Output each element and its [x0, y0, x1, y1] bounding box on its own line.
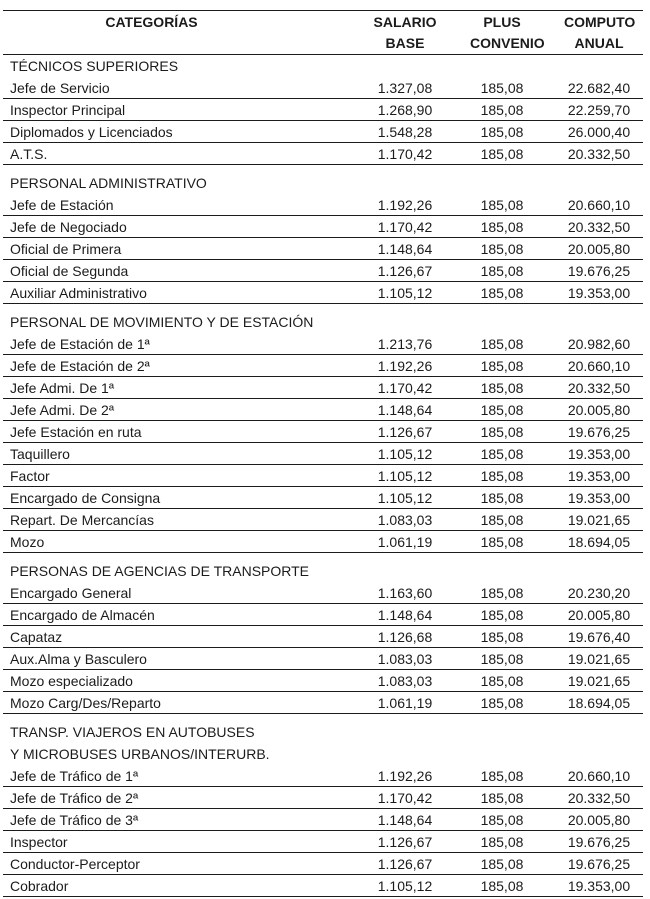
- salario-base-cell: 1.170,42: [377, 146, 433, 162]
- section-title-line: PERSONAL DE MOVIMIENTO Y DE ESTACIÓN: [10, 314, 314, 330]
- plus-convenio-cell: 185,08: [480, 490, 524, 506]
- salario-base-cell: 1.148,64: [377, 607, 433, 623]
- salario-base-cell: 1.170,42: [377, 380, 433, 396]
- section-title-line: PERSONAS DE AGENCIAS DE TRANSPORTE: [10, 563, 310, 579]
- salario-base-cell: 1.170,42: [377, 219, 433, 235]
- plus-convenio-cell: 185,08: [480, 585, 524, 601]
- category-cell: Encargado de Almacén: [10, 607, 155, 623]
- plus-convenio-cell: 185,08: [480, 834, 524, 850]
- section-rows: [3, 194, 643, 304]
- table-row: [3, 399, 643, 421]
- category-cell: Oficial de Segunda: [10, 263, 129, 279]
- table-section: [3, 172, 643, 304]
- plus-convenio-cell: 185,08: [480, 197, 524, 213]
- salario-base-cell: 1.061,19: [377, 695, 433, 711]
- table-row: [3, 531, 643, 553]
- computo-anual-cell: 26.000,40: [567, 124, 631, 140]
- category-cell: Mozo: [10, 534, 45, 550]
- category-cell: Jefe Admi. De 1ª: [10, 380, 115, 396]
- category-cell: A.T.S.: [10, 146, 48, 162]
- table-header: [3, 10, 643, 55]
- table-body: [3, 55, 643, 897]
- section-rows: [3, 333, 643, 553]
- salario-base-cell: 1.148,64: [377, 812, 433, 828]
- plus-convenio-cell: 185,08: [480, 336, 524, 352]
- table-header-line-1: [3, 12, 643, 33]
- category-cell: Jefe de Estación: [10, 197, 114, 213]
- computo-anual-cell: 20.332,50: [567, 790, 631, 806]
- table-row: [3, 648, 643, 670]
- table-header-line-2: [3, 33, 643, 54]
- category-cell: Capataz: [10, 629, 63, 645]
- salario-base-cell: 1.105,12: [377, 285, 433, 301]
- table-row: [3, 831, 643, 853]
- table-row: [3, 355, 643, 377]
- category-cell: Encargado General: [10, 585, 132, 601]
- salario-base-cell: 1.126,67: [377, 263, 433, 279]
- table-row: [3, 260, 643, 282]
- plus-convenio-cell: 185,08: [480, 790, 524, 806]
- salario-base-cell: 1.105,12: [377, 878, 433, 894]
- computo-anual-cell: 22.682,40: [567, 80, 631, 96]
- salario-base-cell: 1.192,26: [377, 358, 433, 374]
- category-cell: Jefe Estación en ruta: [10, 424, 142, 440]
- table-row: [3, 443, 643, 465]
- salario-base-cell: 1.148,64: [377, 402, 433, 418]
- section-title-line: TÉCNICOS SUPERIORES: [10, 58, 179, 74]
- category-cell: Jefe de Negociado: [10, 219, 127, 235]
- computo-anual-cell: 19.353,00: [567, 878, 631, 894]
- computo-anual-cell: 20.982,60: [567, 336, 631, 352]
- table-row: [3, 787, 643, 809]
- category-cell: Jefe de Estación de 2ª: [10, 358, 150, 374]
- category-cell: Oficial de Primera: [10, 241, 122, 257]
- computo-anual-cell: 19.353,00: [567, 468, 631, 484]
- category-cell: Aux.Alma y Basculero: [10, 651, 147, 667]
- computo-anual-cell: 19.353,00: [567, 446, 631, 462]
- salario-base-cell: 1.083,03: [377, 512, 433, 528]
- table-row: [3, 509, 643, 531]
- category-cell: Factor: [10, 468, 50, 484]
- table-row: [3, 377, 643, 399]
- table-row: [3, 282, 643, 304]
- plus-convenio-cell: 185,08: [480, 607, 524, 623]
- category-cell: Jefe de Servicio: [10, 80, 110, 96]
- section-title-line: Y MICROBUSES URBANOS/INTERURB.: [10, 746, 270, 762]
- table-row: [3, 333, 643, 355]
- salario-base-cell: 1.083,03: [377, 651, 433, 667]
- salario-base-cell: 1.192,26: [377, 197, 433, 213]
- plus-convenio-cell: 185,08: [480, 358, 524, 374]
- computo-anual-cell: 19.021,65: [567, 512, 631, 528]
- table-section: [3, 721, 643, 897]
- computo-anual-cell: 20.332,50: [567, 146, 631, 162]
- table-row: [3, 121, 643, 143]
- column-header-plus-line1: PLUS: [483, 13, 521, 30]
- column-header-computo-line2: ANUAL: [574, 34, 624, 51]
- table-row: [3, 670, 643, 692]
- table-row: [3, 465, 643, 487]
- section-rows: [3, 77, 643, 165]
- computo-anual-cell: 19.676,25: [567, 263, 631, 279]
- section-title: [3, 172, 643, 194]
- plus-convenio-cell: 185,08: [480, 695, 524, 711]
- category-cell: Jefe de Tráfico de 2ª: [10, 790, 139, 806]
- category-cell: Cobrador: [10, 878, 69, 894]
- table-row: [3, 875, 643, 897]
- section-title: [3, 55, 643, 77]
- table-row: [3, 487, 643, 509]
- salario-base-cell: 1.105,12: [377, 490, 433, 506]
- category-cell: Mozo Carg/Des/Reparto: [10, 695, 161, 711]
- section-title: [3, 721, 643, 765]
- plus-convenio-cell: 185,08: [480, 629, 524, 645]
- computo-anual-cell: 18.694,05: [567, 695, 631, 711]
- computo-anual-cell: 20.005,80: [567, 607, 631, 623]
- computo-anual-cell: 19.676,40: [567, 629, 631, 645]
- salario-base-cell: 1.083,03: [377, 673, 433, 689]
- plus-convenio-cell: 185,08: [480, 651, 524, 667]
- category-cell: Auxiliar Administrativo: [10, 285, 147, 301]
- computo-anual-cell: 19.021,65: [567, 651, 631, 667]
- table-row: [3, 99, 643, 121]
- plus-convenio-cell: 185,08: [480, 146, 524, 162]
- table-row: [3, 604, 643, 626]
- plus-convenio-cell: 185,08: [480, 512, 524, 528]
- plus-convenio-cell: 185,08: [480, 285, 524, 301]
- salario-base-cell: 1.061,19: [377, 534, 433, 550]
- column-header-computo-line1: COMPUTO: [564, 13, 636, 30]
- salario-base-cell: 1.126,67: [377, 856, 433, 872]
- category-cell: Repart. De Mercancías: [10, 512, 154, 528]
- category-cell: Inspector: [10, 834, 68, 850]
- column-header-salario-line1: SALARIO: [373, 13, 437, 30]
- computo-anual-cell: 20.230,20: [567, 585, 631, 601]
- plus-convenio-cell: 185,08: [480, 241, 524, 257]
- computo-anual-cell: 19.021,65: [567, 673, 631, 689]
- plus-convenio-cell: 185,08: [480, 878, 524, 894]
- plus-convenio-cell: 185,08: [480, 768, 524, 784]
- table-row: [3, 765, 643, 787]
- table-row: [3, 809, 643, 831]
- salario-base-cell: 1.327,08: [377, 80, 433, 96]
- section-title: [3, 311, 643, 333]
- table-section: [3, 311, 643, 553]
- table-row: [3, 626, 643, 648]
- category-cell: Jefe Admi. De 2ª: [10, 402, 115, 418]
- computo-anual-cell: 19.353,00: [567, 285, 631, 301]
- computo-anual-cell: 19.676,25: [567, 424, 631, 440]
- computo-anual-cell: 20.005,80: [567, 402, 631, 418]
- table-row: [3, 582, 643, 604]
- section-title-line: TRANSP. VIAJEROS EN AUTOBUSES: [10, 724, 255, 740]
- table-row: [3, 421, 643, 443]
- table-section: [3, 560, 643, 714]
- computo-anual-cell: 20.660,10: [567, 197, 631, 213]
- plus-convenio-cell: 185,08: [480, 673, 524, 689]
- table-row: [3, 77, 643, 99]
- computo-anual-cell: 19.676,25: [567, 856, 631, 872]
- category-cell: Jefe de Tráfico de 1ª: [10, 768, 139, 784]
- section-rows: [3, 582, 643, 714]
- category-cell: Encargado de Consigna: [10, 490, 161, 506]
- computo-anual-cell: 22.259,70: [567, 102, 631, 118]
- computo-anual-cell: 19.676,25: [567, 834, 631, 850]
- plus-convenio-cell: 185,08: [480, 124, 524, 140]
- computo-anual-cell: 20.332,50: [567, 219, 631, 235]
- salario-base-cell: 1.268,90: [377, 102, 433, 118]
- column-header-salario-line2: BASE: [385, 34, 425, 51]
- computo-anual-cell: 20.660,10: [567, 768, 631, 784]
- plus-convenio-cell: 185,08: [480, 812, 524, 828]
- category-cell: Inspector Principal: [10, 102, 126, 118]
- table-row: [3, 194, 643, 216]
- section-title-line: PERSONAL ADMINISTRATIVO: [10, 175, 207, 191]
- table-section: [3, 55, 643, 165]
- salario-base-cell: 1.170,42: [377, 790, 433, 806]
- computo-anual-cell: 18.694,05: [567, 534, 631, 550]
- salario-base-cell: 1.192,26: [377, 768, 433, 784]
- salario-base-cell: 1.163,60: [377, 585, 433, 601]
- salario-base-cell: 1.548,28: [377, 124, 433, 140]
- plus-convenio-cell: 185,08: [480, 380, 524, 396]
- table-row: [3, 238, 643, 260]
- plus-convenio-cell: 185,08: [480, 424, 524, 440]
- plus-convenio-cell: 185,08: [480, 446, 524, 462]
- salario-base-cell: 1.148,64: [377, 241, 433, 257]
- salario-base-cell: 1.105,12: [377, 446, 433, 462]
- computo-anual-cell: 20.660,10: [567, 358, 631, 374]
- table-row: [3, 692, 643, 714]
- salario-base-cell: 1.126,67: [377, 424, 433, 440]
- salario-base-cell: 1.126,67: [377, 834, 433, 850]
- column-header-categorias-l2: [3, 33, 340, 54]
- category-cell: Taquillero: [10, 446, 70, 462]
- plus-convenio-cell: 185,08: [480, 856, 524, 872]
- plus-convenio-cell: 185,08: [480, 534, 524, 550]
- plus-convenio-cell: 185,08: [480, 219, 524, 235]
- computo-anual-cell: 20.005,80: [567, 812, 631, 828]
- category-cell: Mozo especializado: [10, 673, 133, 689]
- salario-base-cell: 1.126,68: [377, 629, 433, 645]
- plus-convenio-cell: 185,08: [480, 80, 524, 96]
- category-cell: Diplomados y Licenciados: [10, 124, 173, 140]
- column-header-plus-line2: CONVENIO: [470, 34, 545, 51]
- table-row: [3, 143, 643, 165]
- category-cell: Jefe de Estación de 1ª: [10, 336, 150, 352]
- category-cell: Conductor-Perceptor: [10, 856, 140, 872]
- plus-convenio-cell: 185,08: [480, 468, 524, 484]
- computo-anual-cell: 19.353,00: [567, 490, 631, 506]
- table-row: [3, 216, 643, 238]
- salario-base-cell: 1.213,76: [377, 336, 433, 352]
- section-title: [3, 560, 643, 582]
- table-row: [3, 853, 643, 875]
- plus-convenio-cell: 185,08: [480, 102, 524, 118]
- computo-anual-cell: 20.332,50: [567, 380, 631, 396]
- column-header-categorias: CATEGORÍAS: [105, 13, 198, 30]
- plus-convenio-cell: 185,08: [480, 263, 524, 279]
- computo-anual-cell: 20.005,80: [567, 241, 631, 257]
- salary-table: [3, 10, 643, 897]
- salario-base-cell: 1.105,12: [377, 468, 433, 484]
- category-cell: Jefe de Tráfico de 3ª: [10, 812, 139, 828]
- plus-convenio-cell: 185,08: [480, 402, 524, 418]
- section-rows: [3, 765, 643, 897]
